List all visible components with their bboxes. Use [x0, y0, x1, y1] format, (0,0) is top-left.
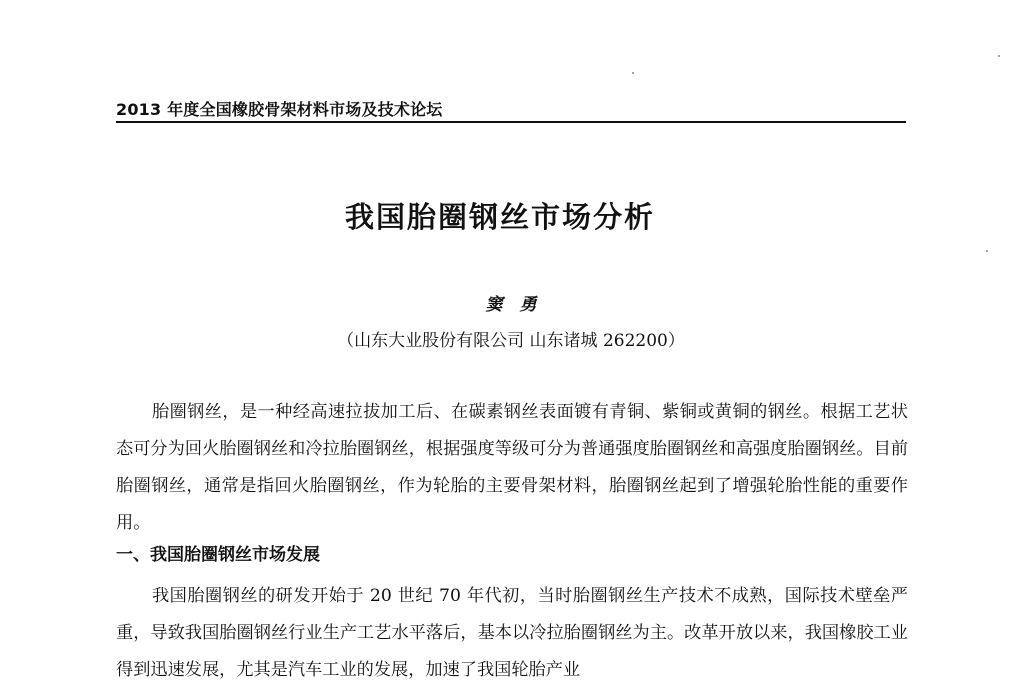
paragraph-intro: 胎圈钢丝，是一种经高速拉拔加工后、在碳素钢丝表面镀有青铜、紫铜或黄铜的钢丝。根据工艺状态可分为回火胎圈钢丝和冷拉胎圈钢丝，根据强度等级可分为普通强度胎圈钢丝和高强度胎圈钢丝。目前胎圈钢丝，通常是指回火胎圈钢丝，作为轮胎的主要骨架材料，胎圈钢丝起到了增强轮胎性能的重要作用。 — [116, 402, 908, 533]
scan-speck — [986, 250, 988, 252]
scan-speck — [998, 55, 1000, 57]
paper-title: 我国胎圈钢丝市场分析 — [344, 200, 655, 234]
scan-speck — [632, 72, 634, 74]
running-header: 2013 年度全国橡胶骨架材料市场及技术论坛 — [116, 100, 443, 119]
header-rule — [116, 121, 906, 123]
author-name: 窦 勇 — [485, 295, 537, 315]
section-heading: 一、我国胎圈钢丝市场发展 — [116, 545, 320, 565]
paragraph-section1: 我国胎圈钢丝的研发开始于 20 世纪 70 年代初，当时胎圈钢丝生产技术不成熟，国际技术壁垒严重，导致我国胎圈钢丝行业生产工艺水平落后，基本以冷拉胎圈钢丝为主。改革开放以来，我国橡胶工业得到迅速发展，尤其是汽车工业的发展，加速了我国轮胎产业 — [116, 586, 908, 680]
author-affiliation: （山东大业股份有限公司 山东诸城 262200） — [337, 331, 685, 351]
